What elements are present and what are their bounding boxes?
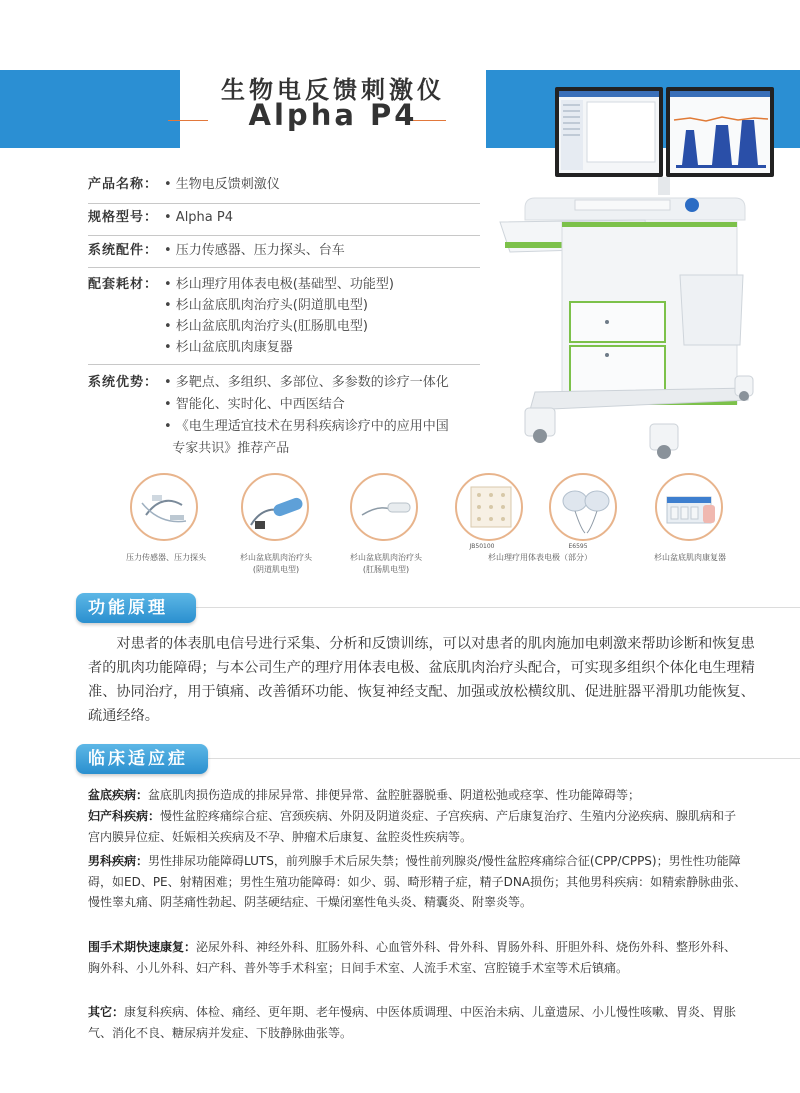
indication-key: 妇产科疾病： [88, 809, 161, 823]
indication-andrology [88, 851, 748, 913]
accessory-electrode-b-image [549, 473, 617, 541]
product-title-en: Alpha P4 [248, 98, 418, 132]
indication-text: 康复科疾病、体检、痛经、更年期、老年慢病、中医体质调理、中医治未病、儿童遗尿、小儿慢性咳嗽、胃炎、胃胀气、消化不良、糖尿病并发症、下肢静脉曲张等。 [88, 1005, 737, 1040]
spec-divider [88, 364, 480, 365]
section-heading-indications: 临床适应症 [76, 744, 208, 774]
spec-value: • 《电生理适宜技术在男科疾病诊疗中的应用中国 [164, 419, 449, 434]
electrode-model-label: JB50100 [469, 543, 495, 550]
section-heading-principle: 功能原理 [76, 593, 196, 623]
indication-pelvic-floor [88, 785, 748, 806]
spec-value: • 智能化、实时化、中西医结合 [164, 397, 345, 412]
spec-label: 产品名称： [88, 177, 159, 192]
spec-value: • 杉山盆底肌肉治疗头(肛肠肌电型) [164, 319, 368, 334]
indication-text: 慢性盆腔疼痛综合症、宫颈疾病、外阴及阴道炎症、子宫疾病、产后康复治疗、生殖内分泌疾病、腺肌病和子宫内膜异位症、妊娠相关疾病及不孕、肿瘤术后康复、盆腔炎性疾病等。 [88, 809, 737, 844]
indication-text: 男性排尿功能障碍LUTS，前列腺手术后尿失禁；慢性前列腺炎/慢性盆腔疼痛综合征(CPP/CPPS)；男性性功能障碍，如ED、PE、射精困难；男性生殖功能障碍：如少、弱、畸形精子症，精子DNA损伤；其他男科疾病：如精索静脉曲张、慢性睾丸痛、阴茎痛性勃起、阴茎硬结症、干燥闭塞性龟头炎、精囊炎、附睾炎等。 [88, 854, 747, 909]
spec-value: • 生物电反馈刺激仪 [164, 177, 280, 192]
indication-other [88, 1002, 748, 1043]
header-band-left [0, 70, 180, 148]
spec-label: 系统优势： [88, 375, 159, 390]
spec-label: 配套耗材： [88, 277, 159, 292]
accessory-caption: 杉山盆底肌肉治疗头 (阴道肌电型) [240, 553, 312, 574]
spec-value: • Alpha P4 [164, 210, 234, 225]
accessory-pressure-sensor-image [130, 473, 198, 541]
indication-key: 盆底疾病： [88, 788, 149, 802]
principle-text: 对患者的体表肌电信号进行采集、分析和反馈训练，可以对患者的肌肉施加电刺激来帮助诊断和恢复患者的肌肉功能障碍；与本公司生产的理疗用体表电极、盆底肌肉治疗头配合，可实现多组织个体化电生理精准、协同治疗，用于镇痛、改善循环功能、恢复神经支配、加强或放松横纹肌、促进脏器平滑肌功能恢复、疏通经络。 [88, 636, 755, 724]
accessory-caption: 压力传感器、压力探头 [126, 553, 206, 562]
section-divider [190, 758, 800, 759]
section-divider [190, 607, 800, 608]
indication-key: 男科疾病： [88, 854, 149, 868]
accessory-anal-probe-image [350, 473, 418, 541]
indication-key: 围手术期快速康复： [88, 940, 197, 954]
spec-label: 规格型号： [88, 210, 159, 225]
indication-perioperative [88, 937, 748, 978]
accessory-electrode-a-image [455, 473, 523, 541]
accessory-rehab-device-image [655, 473, 723, 541]
spec-label: 系统配件： [88, 243, 159, 258]
indication-key: 其它： [88, 1005, 125, 1019]
electrode-model-label: E6595 [568, 543, 588, 550]
spec-value: 专家共识》推荐产品 [164, 441, 290, 456]
spec-value: • 压力传感器、压力探头、台车 [164, 243, 345, 258]
indication-gynecology [88, 806, 748, 847]
spec-value: • 杉山理疗用体表电极(基础型、功能型) [164, 277, 394, 292]
accessory-caption: 杉山盆底肌肉治疗头 (肛肠肌电型) [350, 553, 422, 574]
spec-divider [88, 267, 480, 268]
spec-divider [88, 235, 480, 236]
spec-value: • 多靶点、多组织、多部位、多参数的诊疗一体化 [164, 375, 449, 390]
indication-text: 泌尿外科、神经外科、肛肠外科、心血管外科、骨外科、胃肠外科、肝胆外科、烧伤外科、整形外科、胸外科、小儿外科、妇产科、普外等手术科室；日间手术室、人流手术室、宫腔镜手术室等术后镇痛。 [88, 940, 737, 975]
spec-divider [88, 203, 480, 204]
accessory-caption: 杉山盆底肌肉康复器 [654, 553, 726, 562]
spec-value: • 杉山盆底肌肉治疗头(阴道肌电型) [164, 298, 368, 313]
device-cart-illustration [480, 70, 780, 470]
indication-text: 盆底肌肉损伤造成的排尿异常、排便异常、盆腔脏器脱垂、阴道松弛或痉挛、性功能障碍等； [148, 788, 641, 802]
product-title-cn: 生物电反馈刺激仪 [221, 76, 445, 104]
spec-value: • 杉山盆底肌肉康复器 [164, 340, 293, 355]
accessory-caption: 杉山理疗用体表电极（部分） [488, 553, 592, 562]
accessory-vaginal-probe-image [241, 473, 309, 541]
